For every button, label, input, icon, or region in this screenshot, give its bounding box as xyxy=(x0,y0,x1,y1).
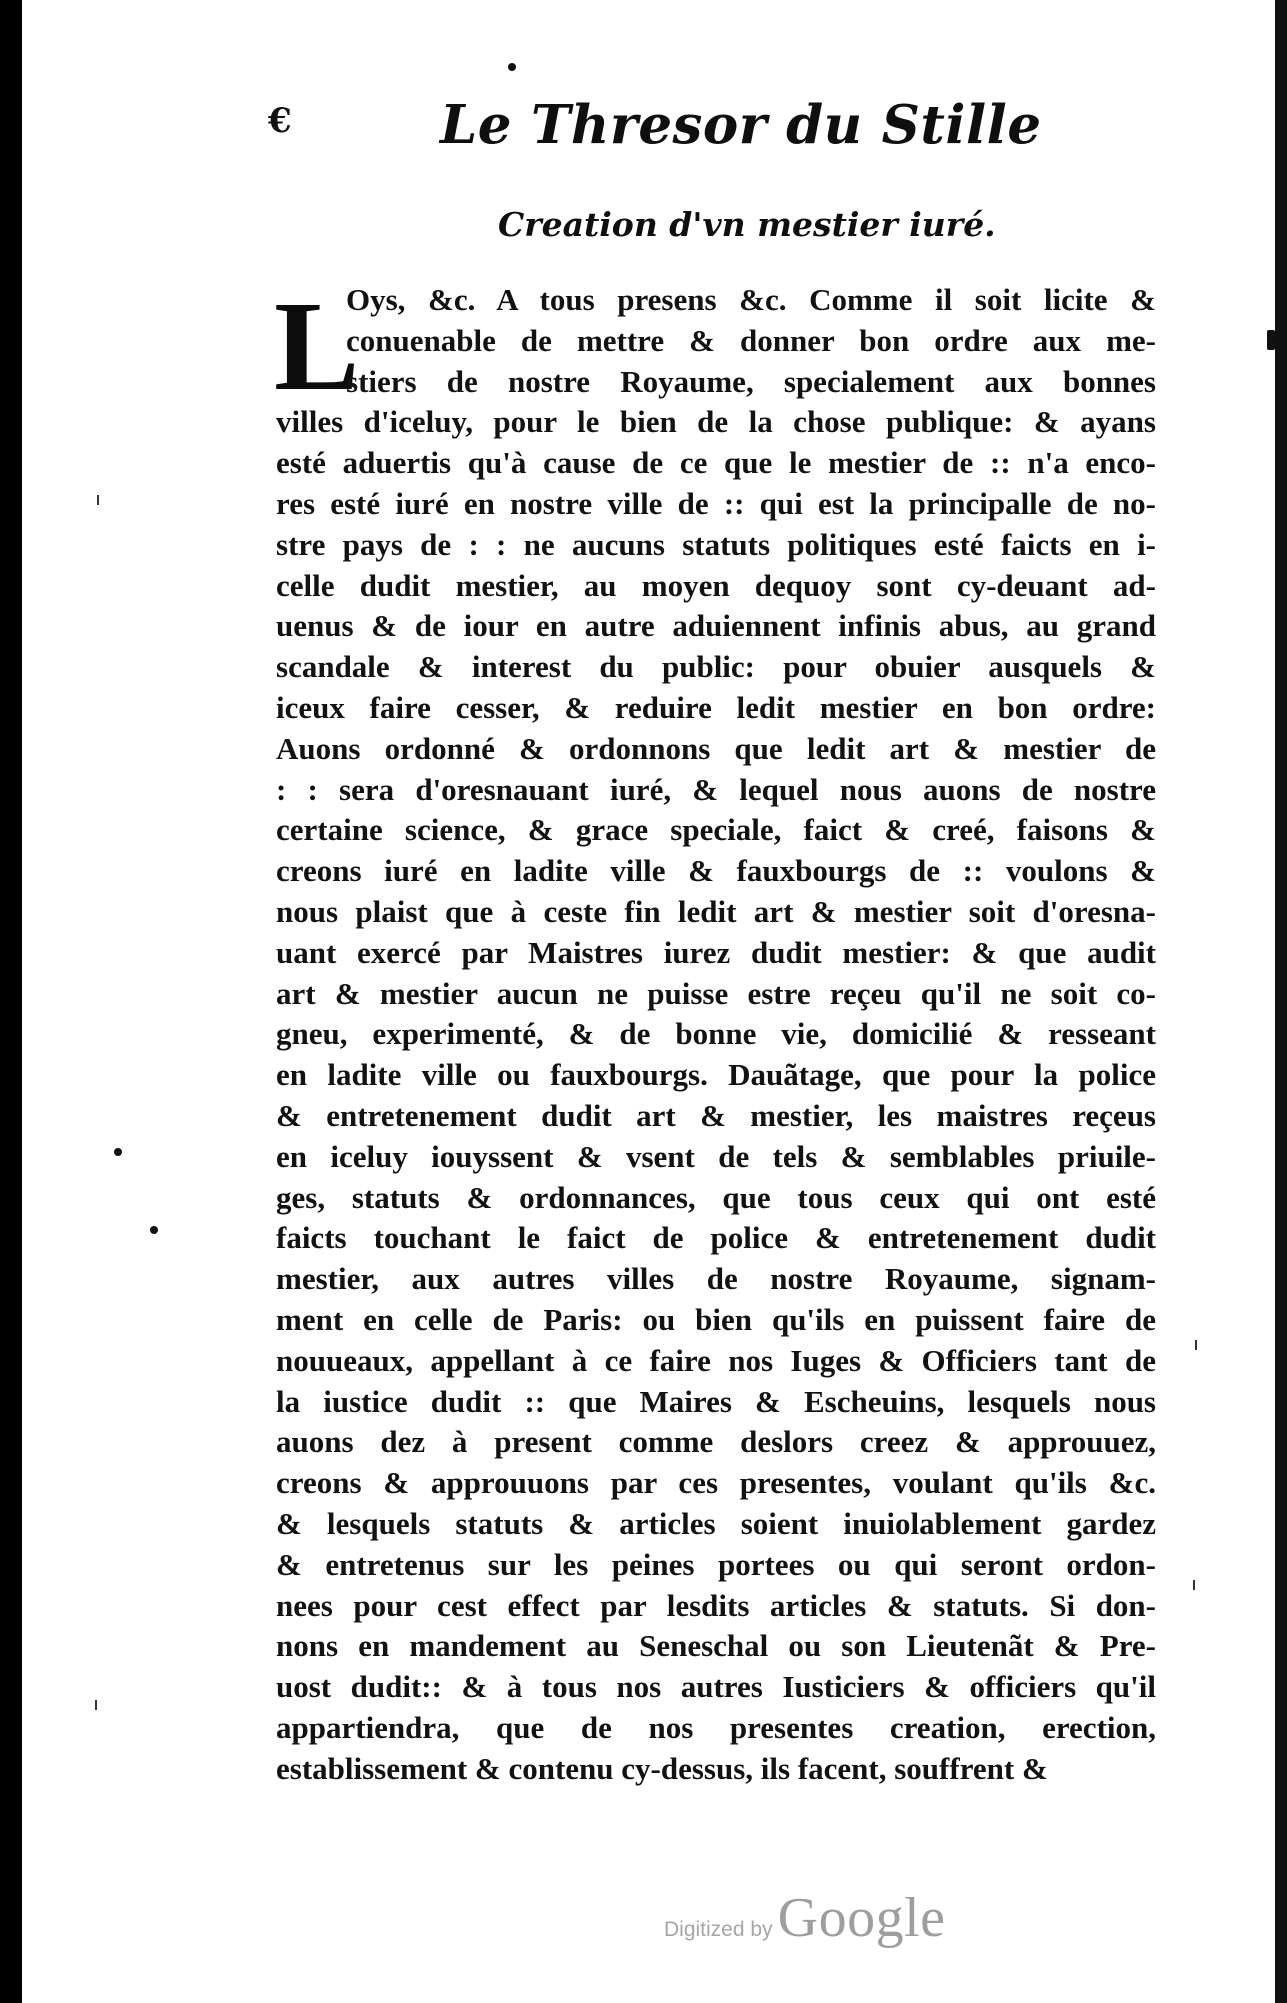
digitized-by-label: Digitized by xyxy=(664,1918,773,1941)
text-line: faicts touchant le faict de police & entretenement dudit xyxy=(276,1220,1156,1256)
scan-left-edge xyxy=(0,0,22,2003)
ink-speck xyxy=(114,1148,122,1156)
text-line: nous plaist que à ceste fin ledit art & mestier soit d'oresna- xyxy=(276,893,1156,929)
text-line: iceux faire cesser, & reduire ledit mestier en bon ordre: xyxy=(276,689,1156,725)
text-line: en iceluy iouyssent & vsent de tels & semblables priuile- xyxy=(276,1138,1156,1174)
text-line: art & mestier aucun ne puisse estre reçeu qu'il ne soit co- xyxy=(276,975,1156,1011)
text-line: ment en celle de Paris: ou bien qu'ils en puissent faire de xyxy=(276,1301,1156,1337)
page-mark: € xyxy=(268,101,292,141)
text-line: establissement & contenu cy-dessus, ils facent, souffrent & xyxy=(276,1750,1048,1786)
google-logo: Google xyxy=(777,1887,946,1949)
text-line: creons & approuuons par ces presentes, voulant qu'ils &c. xyxy=(276,1465,1156,1501)
text-line: villes d'iceluy, pour le bien de la chose publique: & ayans xyxy=(276,404,1156,440)
text-line: appartiendra, que de nos presentes creation, erection, xyxy=(276,1709,1156,1745)
text-line: uant exercé par Maistres iurez dudit mestier: & que audit xyxy=(276,934,1156,970)
text-line: la iustice dudit :: que Maires & Escheuins, lesquels nous xyxy=(276,1383,1156,1419)
text-line: conuenable de mettre & donner bon ordre aux me- xyxy=(346,322,1156,358)
ink-speck xyxy=(150,1226,158,1234)
text-line: uenus & de iour en autre aduiennent infinis abus, au grand xyxy=(276,608,1156,644)
text-line: nons en mandement au Seneschal ou son Lieutenãt & Pre- xyxy=(276,1628,1156,1664)
text-line: : : sera d'oresnauant iuré, & lequel nous auons de nostre xyxy=(276,771,1156,807)
text-line: Oys, &c. A tous presens &c. Comme il soit licite & xyxy=(346,282,1156,317)
margin-tick xyxy=(95,1700,97,1710)
scan-right-edge xyxy=(1271,0,1287,2003)
text-line: scandale & interest du public: pour obuier ausquels & xyxy=(276,649,1156,685)
text-line: celle dudit mestier, au moyen dequoy sont cy-deuant ad- xyxy=(276,567,1156,603)
text-line: en ladite ville ou fauxbourgs. Dauãtage, que pour la police xyxy=(276,1057,1156,1093)
text-line: uost dudit:: & à tous nos autres Iusticiers & officiers qu'il xyxy=(276,1669,1156,1705)
body-text xyxy=(274,275,1156,1789)
text-line: stre pays de : : ne aucuns statuts politiques esté faicts en i- xyxy=(276,526,1156,562)
text-line: Auons ordonné & ordonnons que ledit art & mestier de xyxy=(276,730,1156,766)
text-line: & entretenus sur les peines portees ou qui seront ordon- xyxy=(276,1546,1156,1582)
text-line: creons iuré en ladite ville & fauxbourgs de :: voulons & xyxy=(276,853,1156,889)
margin-tick xyxy=(1193,1580,1195,1590)
digitization-watermark xyxy=(664,1886,946,1950)
text-line: & lesquels statuts & articles soient inuiolablement gardez xyxy=(276,1505,1156,1541)
margin-tick xyxy=(97,495,99,505)
text-line: certaine science, & grace speciale, faict & creé, faisons & xyxy=(276,812,1156,848)
text-line: gneu, experimenté, & de bonne vie, domicilié & resseant xyxy=(276,1016,1156,1052)
ink-speck xyxy=(508,63,516,71)
text-line: ges, statuts & ordonnances, que tous ceux qui ont esté xyxy=(276,1179,1156,1215)
section-title: Creation d'vn mestier iuré. xyxy=(498,205,996,244)
text-line: nees pour cest effect par lesdits articles & statuts. Si don- xyxy=(276,1587,1156,1623)
text-line: auons dez à present comme deslors creez & approuuez, xyxy=(276,1424,1156,1460)
text-line: res esté iuré en nostre ville de :: qui est la principalle de no- xyxy=(276,485,1156,521)
margin-tick xyxy=(1195,1340,1197,1350)
running-title: Le Thresor du Stille xyxy=(440,94,1042,156)
margin-bracket-mark xyxy=(1267,330,1275,350)
text-line: stiers de nostre Royaume, specialement aux bonnes xyxy=(346,363,1156,399)
drop-cap: L xyxy=(274,275,360,417)
text-line: esté aduertis qu'à cause de ce que le mestier de :: n'a enco- xyxy=(276,445,1156,481)
text-line: & entretenement dudit art & mestier, les maistres reçeus xyxy=(276,1097,1156,1133)
text-line: nouueaux, appellant à ce faire nos Iuges & Officiers tant de xyxy=(276,1342,1156,1378)
text-line: mestier, aux autres villes de nostre Royaume, signam- xyxy=(276,1261,1156,1297)
